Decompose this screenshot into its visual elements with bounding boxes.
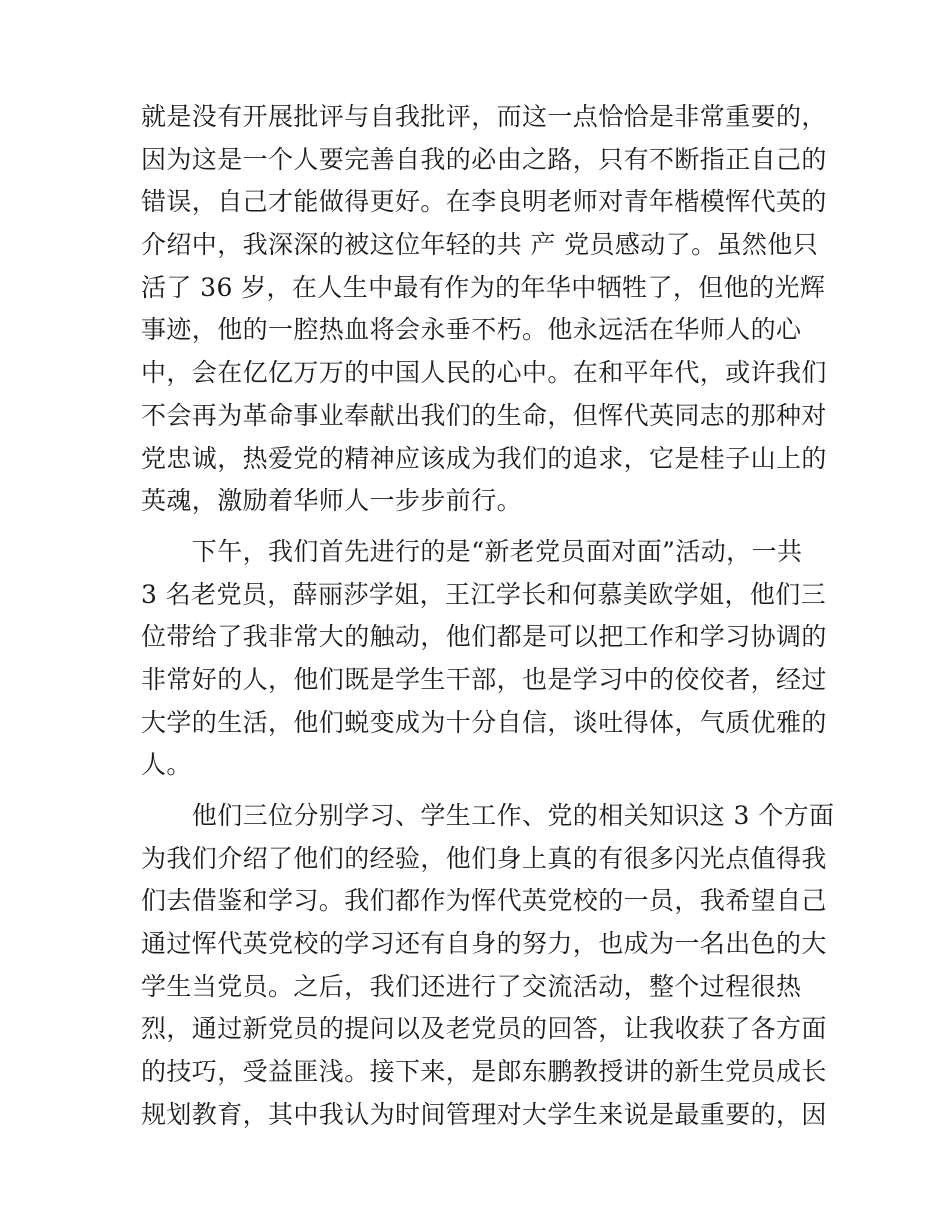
text-line: 的技巧，受益匪浅。接下来，是郎东鹏教授讲的新生党员成长 <box>141 1057 827 1087</box>
text-line: 他们三位分别学习、学生工作、党的相关知识这 3 个方面 <box>141 801 835 830</box>
text-line: 不会再为革命事业奉献出我们的生命，但恽代英同志的那种对 <box>141 400 827 430</box>
text-line: 通过恽代英党校的学习还有自身的努力，也成为一名出色的大 <box>141 929 827 959</box>
text-line: 非常好的人，他们既是学生干部，也是学习中的佼佼者，经过 <box>141 664 827 694</box>
text-line: 学生当党员。之后，我们还进行了交流活动，整个过程很热 <box>141 971 802 1001</box>
text-line: 规划教育，其中我认为时间管理对大学生来说是最重要的，因 <box>141 1099 827 1129</box>
text-line: 们去借鉴和学习。我们都作为恽代英党校的一员，我希望自己 <box>141 886 827 916</box>
text-line: 事迹，他的一腔热血将会永垂不朽。他永远活在华师人的心 <box>141 315 802 345</box>
text-line: 位带给了我非常大的触动，他们都是可以把工作和学习协调的 <box>141 622 827 652</box>
text-line: 英魂，激励着华师人一步步前行。 <box>141 486 523 516</box>
text-line: 党忠诚，热爱党的精神应该成为我们的追求，它是桂子山上的 <box>141 443 827 473</box>
text-line: 为我们介绍了他们的经验，他们身上真的有很多闪光点值得我 <box>141 843 827 873</box>
text-line: 因为这是一个人要完善自我的必由之路，只有不断指正自己的 <box>141 144 827 174</box>
text-line: 烈，通过新党员的提问以及老党员的回答，让我收获了各方面 <box>141 1014 827 1044</box>
text-line: 介绍中，我深深的被这位年轻的共 产 党员感动了。虽然他只 <box>141 230 819 260</box>
text-line: 中，会在亿亿万万的中国人民的心中。在和平年代，或许我们 <box>141 358 827 388</box>
body-text <box>141 96 835 1137</box>
text-line: 人。 <box>141 750 192 780</box>
text-line: 就是没有开展批评与自我批评，而这一点恰恰是非常重要的， <box>141 102 827 131</box>
text-line: 活了 36 岁，在人生中最有作为的年华中牺牲了，但他的光辉 <box>141 272 826 302</box>
text-line: 大学的生活，他们蜕变成为十分自信，谈吐得体，气质优雅的 <box>141 707 827 737</box>
text-line: 错误，自己才能做得更好。在李良明老师对青年楷模恽代英的 <box>141 187 827 217</box>
text-line: 3 名老党员，薛丽莎学姐，王江学长和何慕美欧学姐，他们三 <box>141 579 827 609</box>
text-line: 下午，我们首先进行的是“新老党员面对面”活动，一共 <box>141 536 803 566</box>
